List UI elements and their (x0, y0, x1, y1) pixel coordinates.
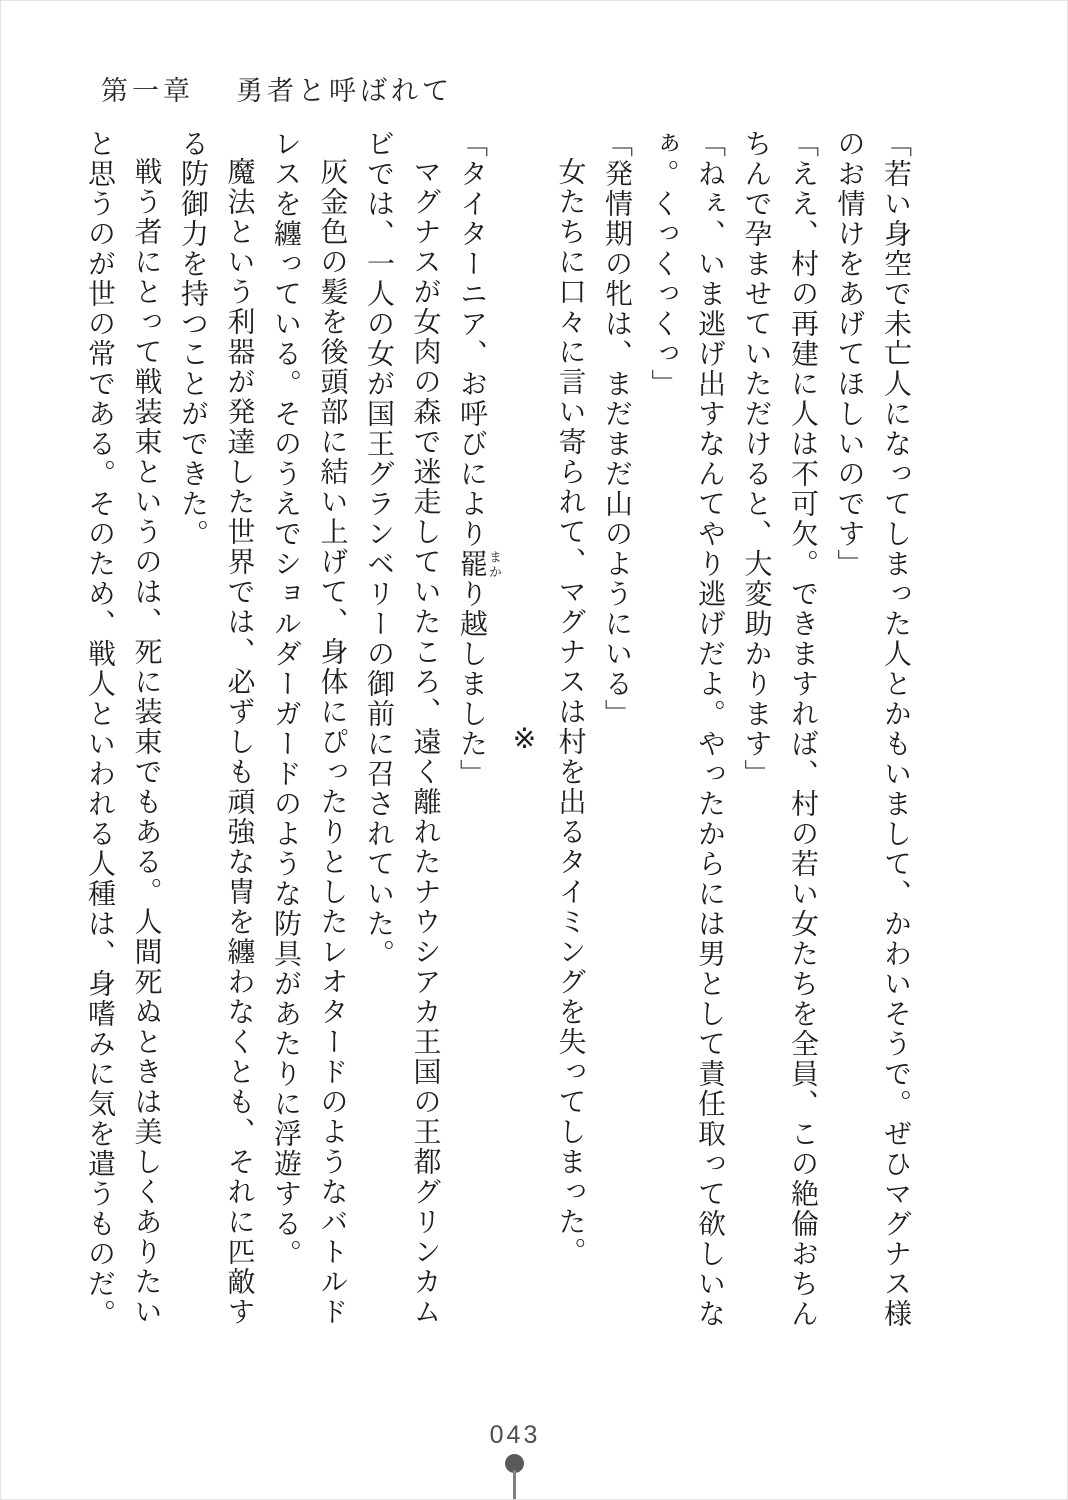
text-column: 灰金色の髪を後頭部に結い上げて、身体にぴったりとしたレオタードのようなバトルド (316, 157, 350, 1327)
text-column: る防御力を持つことができた。 (177, 129, 210, 549)
text-column: マグナスが女肉の森で迷走していたころ、遠く離れたナウシアカ王国の王都グリンカム (409, 157, 443, 1327)
text-column: ぁ。くっくっくっ」 (647, 129, 681, 399)
body-text (77, 129, 920, 1349)
page-number: 043 (489, 1421, 541, 1449)
text-column: 「タイターニア、お呼びにより罷まかり越しました」 (456, 129, 501, 789)
text-column: 戦う者にとって戦装束というのは、死に装束でもある。人間死ぬときは美しくありたい (130, 157, 164, 1327)
section-separator: ※ (508, 721, 541, 757)
text-column: 魔法という利器が発達した世界では、必ずしも頑強な冑を纏わなくとも、それに匹敵す (223, 157, 257, 1327)
text-column: 女たちに口々に言い寄られて、マグナスは村を出るタイミングを失ってしまった。 (554, 157, 588, 1267)
text-column: 「ええ、村の再建に人は不可欠。できますれば、村の若い女たちを全員、この絶倫おちん (787, 129, 820, 1329)
text-column: 「若い身空で未亡人になってしまった人とかもいまして、かわいそうで。ぜひマグナス様 (880, 129, 913, 1329)
text-column: のお情けをあげてほしいのです」 (833, 129, 867, 579)
chapter-label: 第一章 (101, 76, 194, 107)
text-column: ちんで孕ませていただけると、大変助かります」 (740, 129, 774, 789)
running-head (101, 69, 453, 108)
page-marker-line (513, 1470, 516, 1500)
text-column: 「発情期の牝は、まだまだ山のようにいる」 (601, 129, 634, 729)
chapter-title: 勇者と呼ばれて (236, 76, 453, 107)
text-column: レスを纏っている。そのうえでショルダーガードのような防具があたりに浮遊する。 (270, 129, 303, 1269)
text-column: と思うのが世の常である。そのため、戦人といわれる人種は、身嗜みに気を遣うものだ。 (84, 129, 117, 1329)
text-column: ビでは、一人の女が国王グランベリーの御前に召されていた。 (363, 129, 396, 969)
text-column: 「ねぇ、いま逃げ出すなんてやり逃げだよ。やったからには男として責任取って欲しいな (694, 129, 727, 1329)
